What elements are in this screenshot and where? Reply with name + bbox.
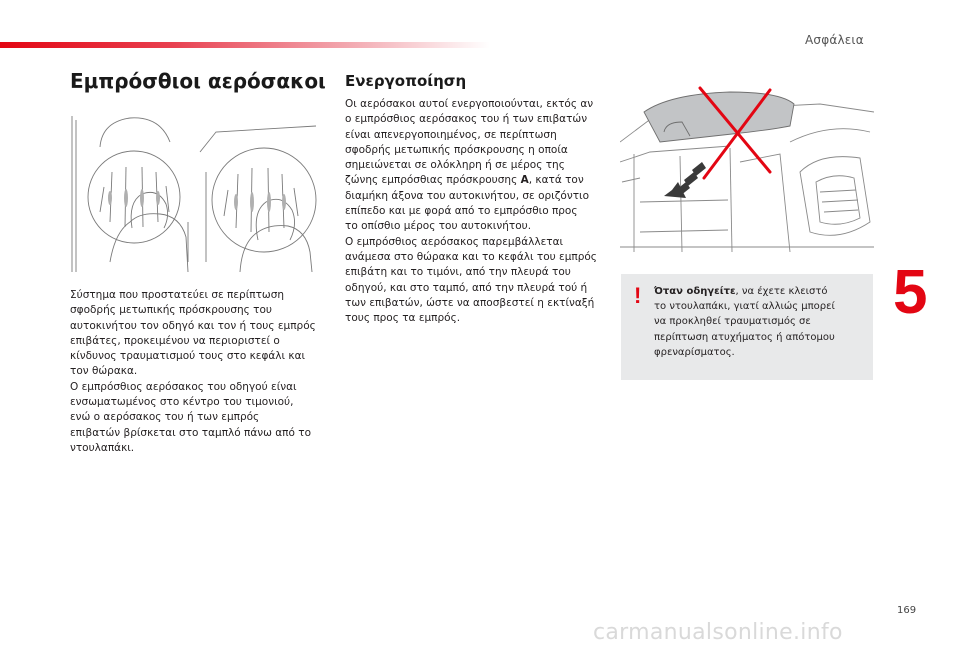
watermark: carmanualsonline.info [593, 620, 843, 645]
activation-title: Ενεργοποίηση [345, 72, 467, 90]
page-number: 169 [897, 605, 917, 616]
activation-line: ανάμεσα στο θώρακα και το κεφάλι του εμπρός [345, 250, 597, 263]
warning-line [654, 284, 868, 299]
activation-line: επίπεδο και με φορά από το εμπρόσθιο προς [345, 205, 578, 218]
warning-bold-lead: Όταν οδηγείτε [654, 286, 736, 297]
activation-line-part: ζώνης εμπρόσθιας πρόσκρουσης [345, 174, 521, 187]
intro-line: Ο εμπρόσθιος αερόσακος του οδηγού είναι [70, 380, 297, 393]
intro-line: αυτοκινήτου τον οδηγό και τον ή τους εμπρός [70, 319, 316, 332]
section-intro-text [70, 288, 330, 456]
activation-line-part: , κατά τον [528, 174, 584, 187]
intro-line: Σύστημα που προστατεύει σε περίπτωση [70, 289, 285, 301]
warning-text [654, 284, 868, 360]
warning-line: να προκληθεί τραυματισμός σε [654, 316, 811, 328]
activation-line: ο εμπρόσθιος αερόσακος του ή των επιβατών [345, 113, 588, 126]
activation-line: διαμήκη άξονα του αυτοκινήτου, σε οριζόντιο [345, 189, 590, 202]
intro-line: κίνδυνος τραυματισμού τους στο κεφάλι και [70, 350, 306, 363]
activation-line: οδηγού, και στο ταμπό, από την πλευρά τού ή [345, 281, 588, 294]
warning-box [621, 274, 873, 380]
activation-line: των επιβατών, ώστε να αποσβεστεί η εκτίναξή [345, 296, 595, 309]
activation-line: σημειώνεται σε ολόκληρη ή σε μέρος της [345, 159, 565, 172]
section-title: Εμπρόσθιοι αερόσακοι [70, 69, 326, 93]
intro-line: ντουλαπάκι. [70, 441, 135, 454]
glovebox-illustration [620, 82, 874, 254]
warning-line-part: , να έχετε κλειστό [735, 286, 828, 297]
airbag-illustration [70, 112, 318, 272]
activation-text [345, 97, 607, 326]
intro-line: σφοδρής μετωπικής πρόσκρουσης του [70, 304, 272, 317]
chapter-number: 5 [893, 258, 928, 327]
intro-line: τον θώρακα. [70, 365, 138, 378]
intro-line: επιβατών βρίσκεται στο ταμπλό πάνω από το [70, 426, 312, 439]
activation-line: Οι αερόσακοι αυτοί ενεργοποιούνται, εκτός αν [345, 98, 594, 110]
chapter-title: Ασφάλεια [805, 33, 864, 47]
intro-line: ενσωματωμένος στο κέντρο του τιμονιού, [70, 396, 294, 409]
activation-line: επιβάτη και το τιμόνι, από την πλευρά του [345, 266, 571, 279]
intro-line: ενώ ο αερόσακος του ή των εμπρός [70, 411, 260, 424]
intro-line: επιβάτες, προκειμένου να περιοριστεί ο [70, 334, 280, 347]
warning-line: το ντουλαπάκι, γιατί αλλιώς μπορεί [654, 301, 835, 313]
zone-label: A [520, 174, 529, 187]
activation-line: το οπίσθιο μέρος του αυτοκινήτου. [345, 220, 532, 233]
activation-line: είναι απενεργοποιημένος, σε περίπτωση [345, 128, 557, 141]
activation-line: Ο εμπρόσθιος αερόσακος παρεμβάλλεται [345, 235, 564, 248]
warning-line: φρεναρίσματος. [654, 346, 735, 358]
warning-exclamation-icon: ! [634, 283, 642, 308]
activation-line: τους προς τα εμπρός. [345, 312, 461, 325]
warning-line: περίπτωση ατυχήματος ή απότομου [654, 331, 835, 343]
activation-line [345, 173, 607, 188]
activation-line: σφοδρής μετωπικής πρόσκρουσης η οποία [345, 143, 568, 156]
header-accent-bar [0, 42, 490, 48]
